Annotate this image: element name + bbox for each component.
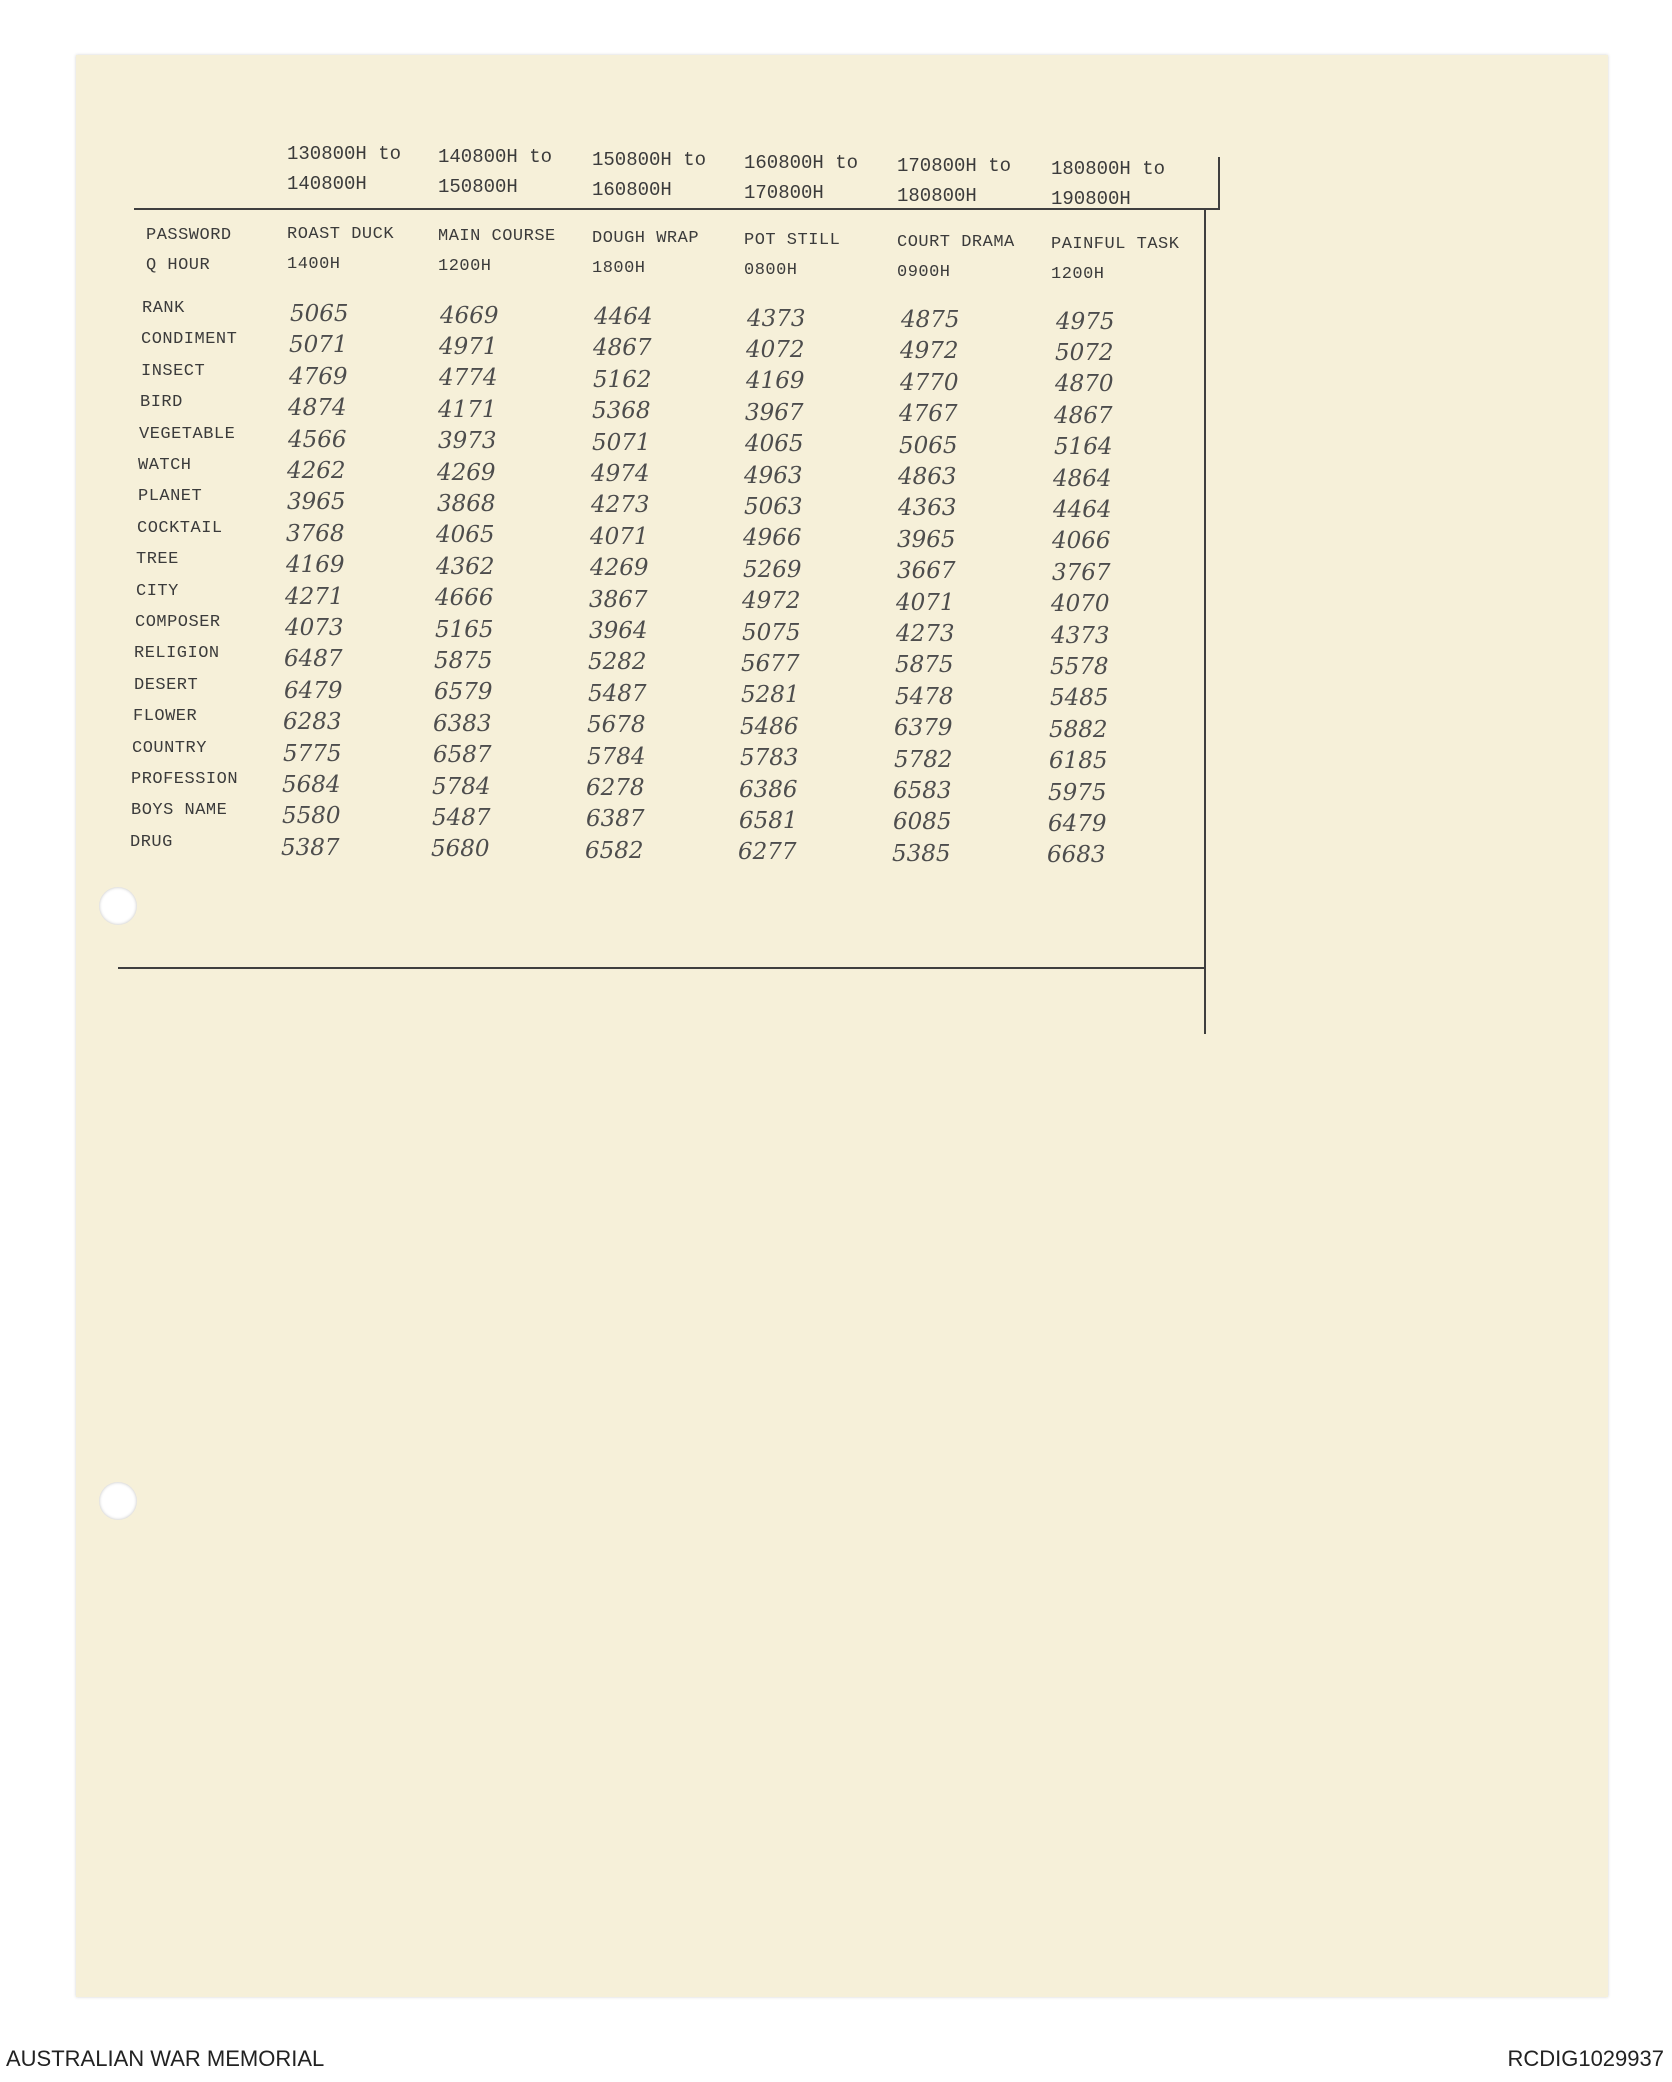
value-cell: 4774 (439, 365, 498, 392)
value-cell: 4972 (742, 588, 801, 615)
row-label: DRUG (130, 832, 173, 852)
value-cell: 5387 (281, 834, 340, 861)
value-cell: 4269 (437, 459, 496, 486)
value-cell: 5580 (282, 803, 341, 830)
value-cell: 3867 (589, 586, 648, 613)
password-table (76, 55, 1608, 1997)
value-cell: 5486 (740, 713, 799, 740)
row-label: PROFESSION (131, 770, 239, 789)
value-cell: 5164 (1054, 434, 1113, 461)
value-cell: 5677 (741, 650, 800, 677)
period-end: 140800H (287, 173, 367, 195)
value-cell: 5368 (592, 398, 651, 425)
value-cell: 4071 (896, 589, 955, 616)
value-cell: 4269 (590, 555, 649, 582)
q-hour-cell: 0900H (897, 263, 951, 282)
value-cell: 6587 (433, 742, 492, 769)
q-hour-cell: 1400H (287, 255, 341, 274)
value-cell: 6583 (893, 778, 952, 804)
value-cell: 5578 (1050, 653, 1109, 680)
row-label: VEGETABLE (139, 424, 236, 444)
value-cell: 4169 (286, 552, 345, 579)
row-label: RANK (142, 299, 185, 318)
value-cell: 4362 (436, 553, 495, 580)
value-cell: 4863 (898, 464, 957, 490)
value-cell: 6283 (283, 709, 342, 736)
value-cell: 4874 (288, 395, 347, 422)
value-cell: 5784 (432, 773, 491, 800)
period-end: 170800H (744, 182, 824, 204)
value-cell: 5165 (435, 616, 494, 643)
password-cell: POT STILL (744, 231, 841, 250)
password-cell: MAIN COURSE (438, 227, 556, 246)
value-cell: 5487 (432, 804, 491, 831)
value-cell: 4072 (746, 336, 805, 363)
period-start: 170800H to (897, 155, 1012, 177)
value-cell: 5065 (899, 432, 958, 459)
value-cell: 5485 (1050, 685, 1109, 712)
value-cell: 5075 (742, 619, 801, 646)
value-cell: 5678 (587, 712, 646, 739)
value-cell: 4373 (1051, 622, 1110, 649)
value-cell: 5882 (1049, 716, 1108, 743)
row-label: COUNTRY (132, 738, 207, 758)
q-hour-cell: 0800H (744, 261, 798, 280)
value-cell: 5269 (743, 556, 802, 583)
row-label: FLOWER (133, 707, 198, 727)
value-cell: 6085 (893, 809, 952, 836)
row-label: DESERT (134, 675, 199, 695)
value-cell: 5975 (1048, 779, 1107, 806)
value-cell: 4464 (594, 304, 653, 330)
row-label: CITY (136, 581, 179, 601)
value-cell: 3967 (745, 399, 804, 426)
value-cell: 5775 (283, 740, 342, 767)
value-cell: 4870 (1055, 371, 1114, 398)
value-cell: 6479 (1048, 810, 1107, 837)
value-cell: 5063 (744, 493, 803, 520)
value-cell: 6278 (586, 775, 645, 801)
row-label: INSECT (141, 361, 206, 381)
document-page (76, 55, 1608, 1997)
period-start: 180800H to (1051, 158, 1166, 180)
value-cell: 3767 (1052, 559, 1111, 586)
value-cell: 4769 (289, 363, 348, 390)
value-cell: 5065 (290, 301, 349, 327)
row-label: WATCH (138, 456, 192, 475)
value-cell: 4373 (747, 305, 806, 332)
value-cell: 4065 (745, 431, 804, 458)
value-cell: 6387 (586, 806, 645, 833)
value-cell: 5680 (431, 836, 490, 863)
value-cell: 3965 (287, 489, 346, 516)
row-label: CONDIMENT (141, 330, 238, 350)
value-cell: 4271 (285, 583, 344, 610)
value-cell: 3768 (286, 520, 345, 547)
value-cell: 3667 (897, 558, 956, 585)
password-cell: PAINFUL TASK (1051, 235, 1180, 254)
value-cell: 4566 (288, 426, 347, 453)
value-cell: 4770 (900, 369, 959, 396)
row-label: BOYS NAME (131, 801, 228, 821)
row-label: RELIGION (134, 644, 220, 664)
row-label: BIRD (140, 393, 183, 413)
value-cell: 4867 (593, 335, 652, 362)
q-hour-cell: 1200H (438, 257, 492, 276)
q-hour-cell: 1200H (1051, 265, 1105, 284)
value-cell: 6277 (738, 839, 797, 866)
value-cell: 4262 (287, 458, 346, 484)
value-cell: 5282 (588, 649, 647, 676)
value-cell: 5385 (892, 840, 951, 867)
value-cell: 3973 (438, 428, 497, 455)
row-label: TREE (136, 550, 179, 570)
table-bottom-rule (118, 967, 1206, 969)
value-cell: 4073 (285, 615, 344, 641)
row-header-password: PASSWORD (146, 226, 232, 245)
q-hour-cell: 1800H (592, 259, 646, 278)
value-cell: 5072 (1055, 339, 1114, 366)
password-cell: COURT DRAMA (897, 233, 1015, 252)
row-header-q-hour: Q HOUR (146, 256, 211, 275)
value-cell: 5875 (434, 647, 493, 674)
value-cell: 4169 (746, 368, 805, 395)
value-cell: 4171 (438, 396, 497, 423)
value-cell: 6487 (284, 646, 343, 673)
value-cell: 5487 (588, 680, 647, 707)
value-cell: 3965 (897, 526, 956, 553)
row-label: COCKTAIL (137, 518, 223, 538)
value-cell: 4875 (901, 307, 960, 333)
password-cell: ROAST DUCK (287, 225, 395, 244)
value-cell: 4066 (1052, 528, 1111, 555)
value-cell: 6379 (894, 715, 953, 742)
value-cell: 4767 (899, 401, 958, 428)
value-cell: 4464 (1053, 496, 1112, 523)
value-cell: 5875 (895, 652, 954, 679)
period-start: 140800H to (438, 146, 553, 168)
period-end: 160800H (592, 179, 672, 201)
value-cell: 4273 (591, 492, 650, 519)
value-cell: 5162 (593, 366, 652, 393)
value-cell: 5782 (894, 746, 953, 773)
value-cell: 4669 (440, 302, 499, 329)
footer-institution: AUSTRALIAN WAR MEMORIAL (6, 2046, 325, 2071)
row-label: PLANET (138, 487, 203, 507)
value-cell: 4867 (1054, 402, 1113, 429)
period-end: 180800H (897, 185, 977, 207)
value-cell: 6185 (1049, 748, 1108, 775)
value-cell: 5684 (282, 772, 341, 798)
period-end: 190800H (1051, 188, 1131, 210)
table-right-border (1204, 208, 1206, 1034)
period-start: 160800H to (744, 152, 859, 174)
table-right-border (1218, 157, 1220, 210)
value-cell: 4070 (1051, 591, 1110, 618)
value-cell: 4966 (743, 525, 802, 552)
period-start: 130800H to (287, 143, 402, 165)
value-cell: 5071 (592, 429, 651, 456)
value-cell: 3868 (437, 490, 496, 517)
footer-reference-id: RCDIG1029937 (1507, 2046, 1664, 2071)
value-cell: 4975 (1056, 308, 1115, 335)
value-cell: 4065 (436, 522, 495, 549)
value-cell: 6479 (284, 677, 343, 704)
value-cell: 4666 (435, 585, 494, 612)
value-cell: 5071 (289, 332, 348, 359)
value-cell: 6683 (1047, 842, 1106, 869)
value-cell: 6386 (739, 776, 798, 803)
value-cell: 6582 (585, 837, 644, 864)
value-cell: 6581 (739, 807, 798, 834)
value-cell: 4971 (439, 333, 498, 360)
value-cell: 4972 (900, 338, 959, 365)
period-end: 150800H (438, 176, 518, 198)
value-cell: 4974 (591, 461, 650, 487)
value-cell: 6383 (433, 710, 492, 737)
value-cell: 4363 (898, 495, 957, 522)
value-cell: 5478 (895, 683, 954, 710)
password-cell: DOUGH WRAP (592, 229, 700, 248)
value-cell: 6579 (434, 679, 493, 706)
value-cell: 5783 (740, 745, 799, 772)
value-cell: 3964 (589, 618, 648, 644)
value-cell: 4071 (590, 523, 649, 550)
value-cell: 4273 (896, 621, 955, 647)
value-cell: 4963 (744, 462, 803, 489)
value-cell: 5281 (741, 682, 800, 709)
value-cell: 5784 (587, 743, 646, 770)
value-cell: 4864 (1053, 465, 1112, 492)
row-label: COMPOSER (135, 613, 221, 632)
period-start: 150800H to (592, 149, 707, 171)
